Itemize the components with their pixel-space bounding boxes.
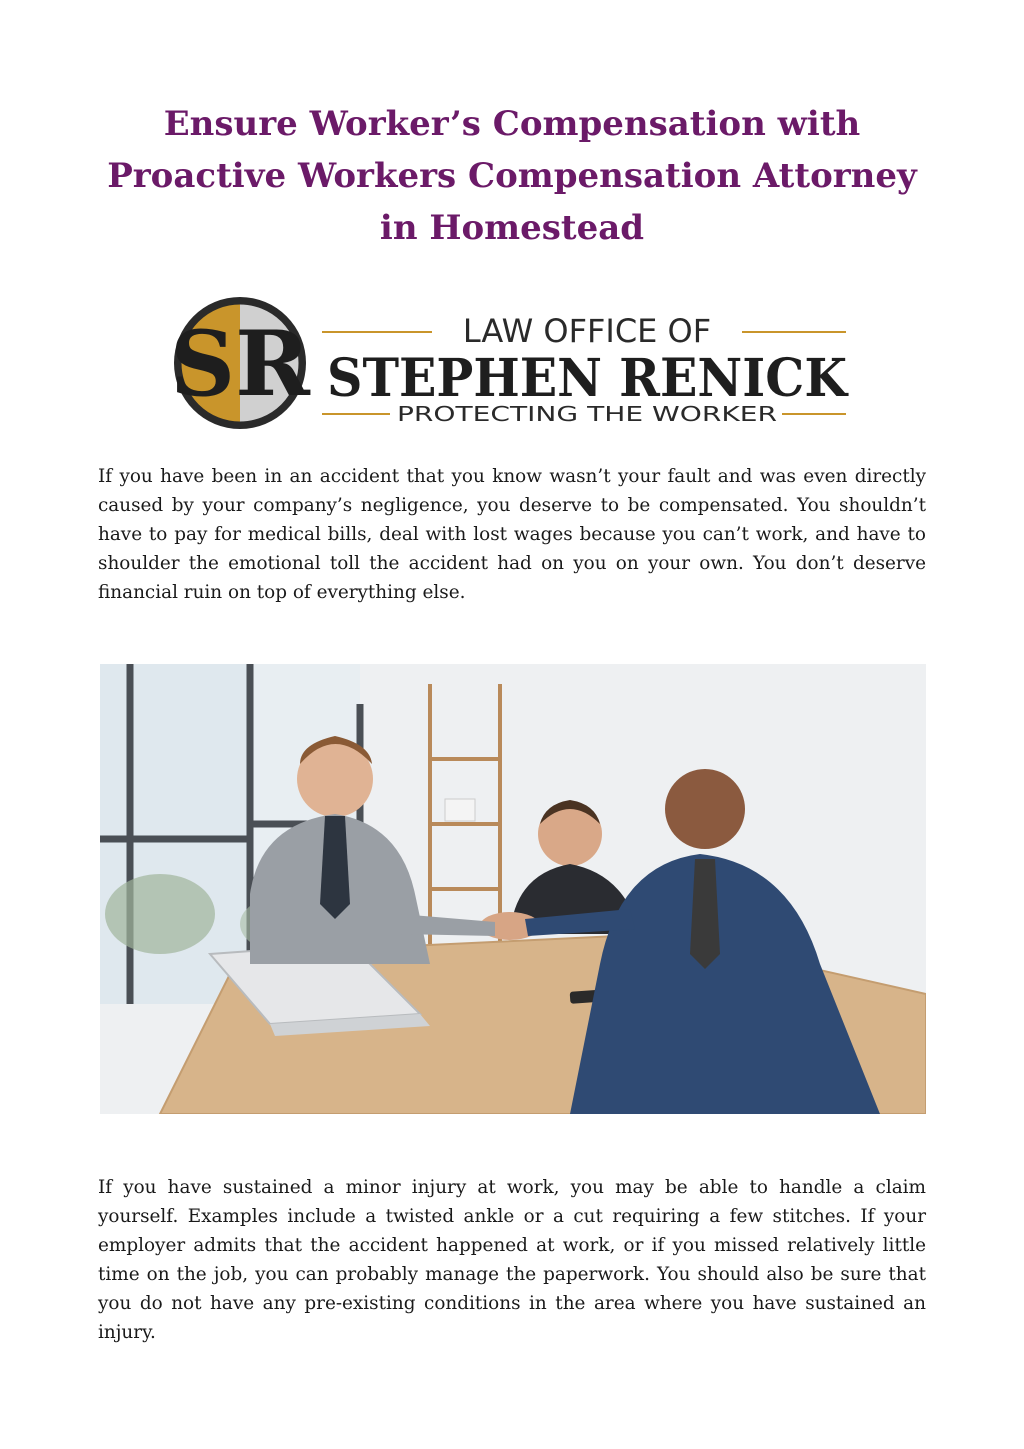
page-title: Ensure Worker’s Compensation with Proactive Workers Compensation Attorney in Homestead [107, 104, 917, 248]
law-office-logo [170, 292, 854, 434]
monogram-emblem [170, 297, 311, 429]
business-handshake-photo [100, 664, 926, 1114]
logo-line-2: STEPHEN RENICK [327, 348, 849, 409]
logo-line-3: PROTECTING THE WORKER [397, 402, 778, 426]
body-paragraph: If you have sustained a minor injury at work, you may be able to handle a claim yourself. Examples include a twisted ankle or a cut requiring a few stitches. If your employer admits that the accident happened at work, or if you missed relatively little time on the job, you can probably manage the paperwork. You should also be sure that you do not have any pre-existing conditions in the area where you have sustained an injury. [98, 1177, 926, 1343]
intro-paragraph: If you have been in an accident that you know wasn’t your fault and was even directly caused by your company’s negligence, you deserve to be compensated. You shouldn’t have to pay for medical bills, deal with lost wages because you can’t work, and have to shoulder the emotional toll the accident had on you on your own. You don’t deserve financial ruin on top of everything else. [98, 466, 926, 603]
logo-line-1: LAW OFFICE OF [462, 312, 712, 350]
monogram-letters: SR [170, 311, 310, 417]
